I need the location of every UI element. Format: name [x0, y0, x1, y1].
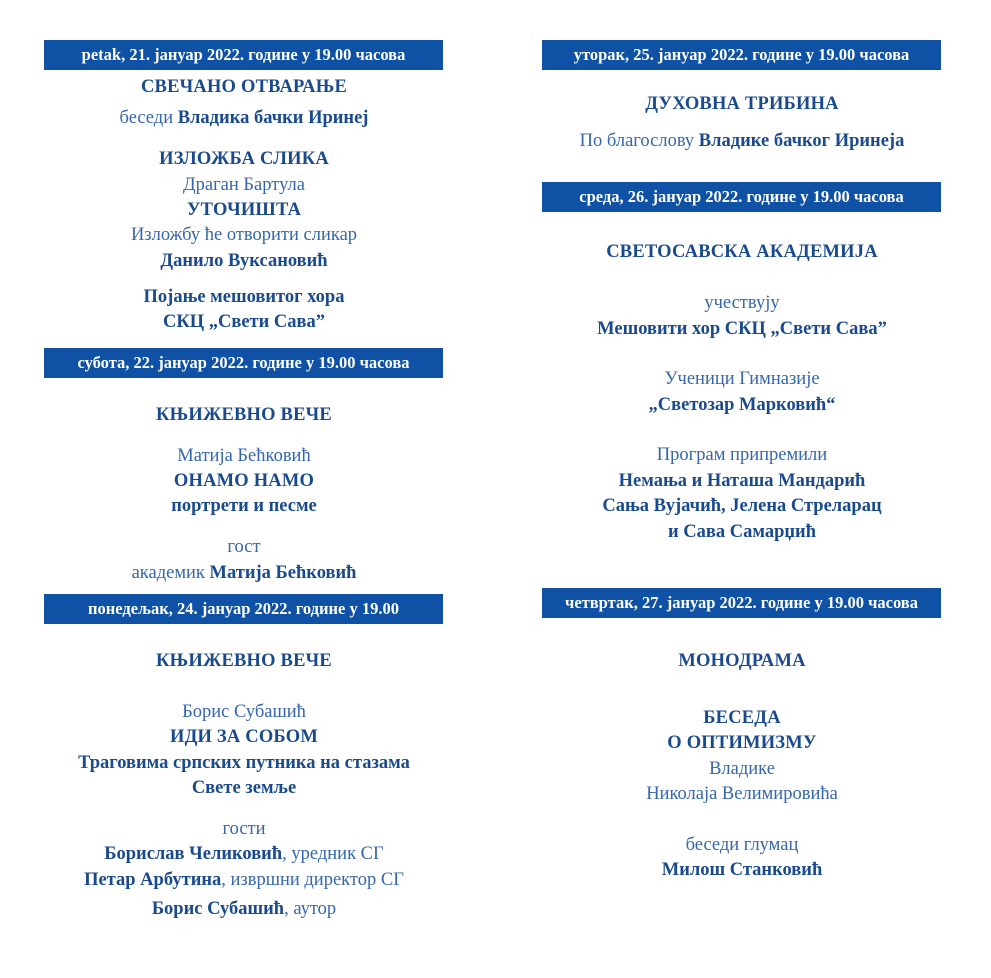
school-name: „Светозар Марковић“: [648, 395, 836, 415]
actor-label: беседи глумац: [685, 835, 799, 855]
besedi-prefix: беседи: [119, 108, 174, 128]
event-title-academy: СВЕТОСАВСКА АКАДЕМИЈА: [606, 242, 878, 262]
academy-choir: Мешовити хор СКЦ „Свети Сава”: [597, 319, 887, 339]
guest-row-2-role: , извршни директор СГ: [221, 870, 404, 890]
book-2-subtitle-2: Свете земље: [191, 778, 297, 798]
guest-row-1-role: , уредник СГ: [282, 844, 384, 864]
talk-title-1: БЕСЕДА: [703, 708, 781, 728]
students-label: Ученици Гимназије: [664, 369, 820, 389]
date-banner-monday: понедељак, 24. јануар 2022. године у 19.00: [44, 594, 443, 624]
author-1: Матија Бећковић: [177, 446, 311, 466]
author-2: Борис Субашић: [182, 702, 306, 722]
event-title-monodrama: МОНОДРАМА: [678, 651, 806, 671]
book-2-subtitle-1: Траговима српских путника на стазама: [78, 753, 410, 773]
artist-name: Драган Бартула: [183, 175, 305, 195]
participate-label: учествују: [704, 293, 780, 313]
book-1: ОНАМО НАМО: [173, 471, 315, 491]
talk-title-2: О ОПТИМИЗМУ: [667, 733, 817, 753]
event-title-literary-1: КЊИЖЕВНО ВЕЧЕ: [156, 405, 332, 425]
blessing-prefix: По благослову: [579, 131, 695, 151]
prepared-label: Програм припремили: [656, 445, 828, 465]
guest-row-2-name: Петар Арбутина: [84, 870, 222, 890]
guest-name: Матија Бећковић: [209, 563, 357, 583]
guest-row-3-role: , аутор: [284, 899, 337, 919]
guest-prefix: академик: [131, 563, 205, 583]
guest-label-1: гост: [227, 537, 261, 557]
of-bishop: Владике: [709, 759, 775, 779]
choir-line-2: СКЦ „Свети Сава”: [162, 312, 326, 332]
prepared-names-1: Немања и Наташа Мандарић: [618, 471, 866, 491]
guests-label: гости: [222, 819, 266, 839]
prepared-names-3: и Сава Самарџић: [668, 522, 816, 542]
guest-row-3-name: Борис Субашић: [151, 899, 285, 919]
event-title-tribune: ДУХОВНА ТРИБИНА: [645, 94, 839, 114]
besedi-line: [120, 106, 369, 130]
guest-row-3: [152, 897, 336, 921]
date-banner-tuesday: уторак, 25. јануар 2022. године у 19.00 часова: [542, 40, 941, 70]
blessing-name: Владике бачког Иринеја: [698, 131, 905, 151]
exhibit-title: ИЗЛОЖБА СЛИКА: [159, 149, 329, 169]
actor-name: Милош Станковић: [661, 860, 823, 880]
date-banner-wednesday: среда, 26. јануар 2022. године у 19.00 часова: [542, 182, 941, 212]
guest-line-1: [132, 561, 357, 585]
exhibit-opening: Изложбу ће отворити сликар: [130, 225, 358, 245]
guest-row-1-name: Борислав Челиковић: [104, 844, 283, 864]
exhibit-name: УТОЧИШТА: [186, 200, 302, 220]
bishop-name: Николаја Велимировића: [646, 784, 838, 804]
choir-line-1: Појање мешовитог хора: [143, 287, 345, 307]
guest-row-1: [104, 842, 383, 866]
prepared-names-2: Сања Вујачић, Јелена Стреларац: [602, 496, 882, 516]
date-banner-friday: petak, 21. јануар 2022. године у 19.00 часова: [44, 40, 443, 70]
blessing-line: [580, 129, 905, 153]
event-title-literary-2: КЊИЖЕВНО ВЕЧЕ: [156, 651, 332, 671]
book-2: ИДИ ЗА СОБОМ: [170, 727, 318, 747]
date-banner-thursday: четвртак, 27. јануар 2022. године у 19.00 часова: [542, 588, 941, 618]
date-banner-saturday: субота, 22. јануар 2022. године у 19.00 часова: [44, 348, 443, 378]
event-title-opening: СВЕЧАНО ОТВАРАЊЕ: [140, 77, 348, 97]
book-1-subtitle: портрети и песме: [171, 496, 317, 516]
guest-row-2: [84, 868, 404, 892]
besedi-name: Владика бачки Иринеј: [177, 108, 369, 128]
exhibit-opener: Данило Вуксановић: [160, 251, 328, 271]
